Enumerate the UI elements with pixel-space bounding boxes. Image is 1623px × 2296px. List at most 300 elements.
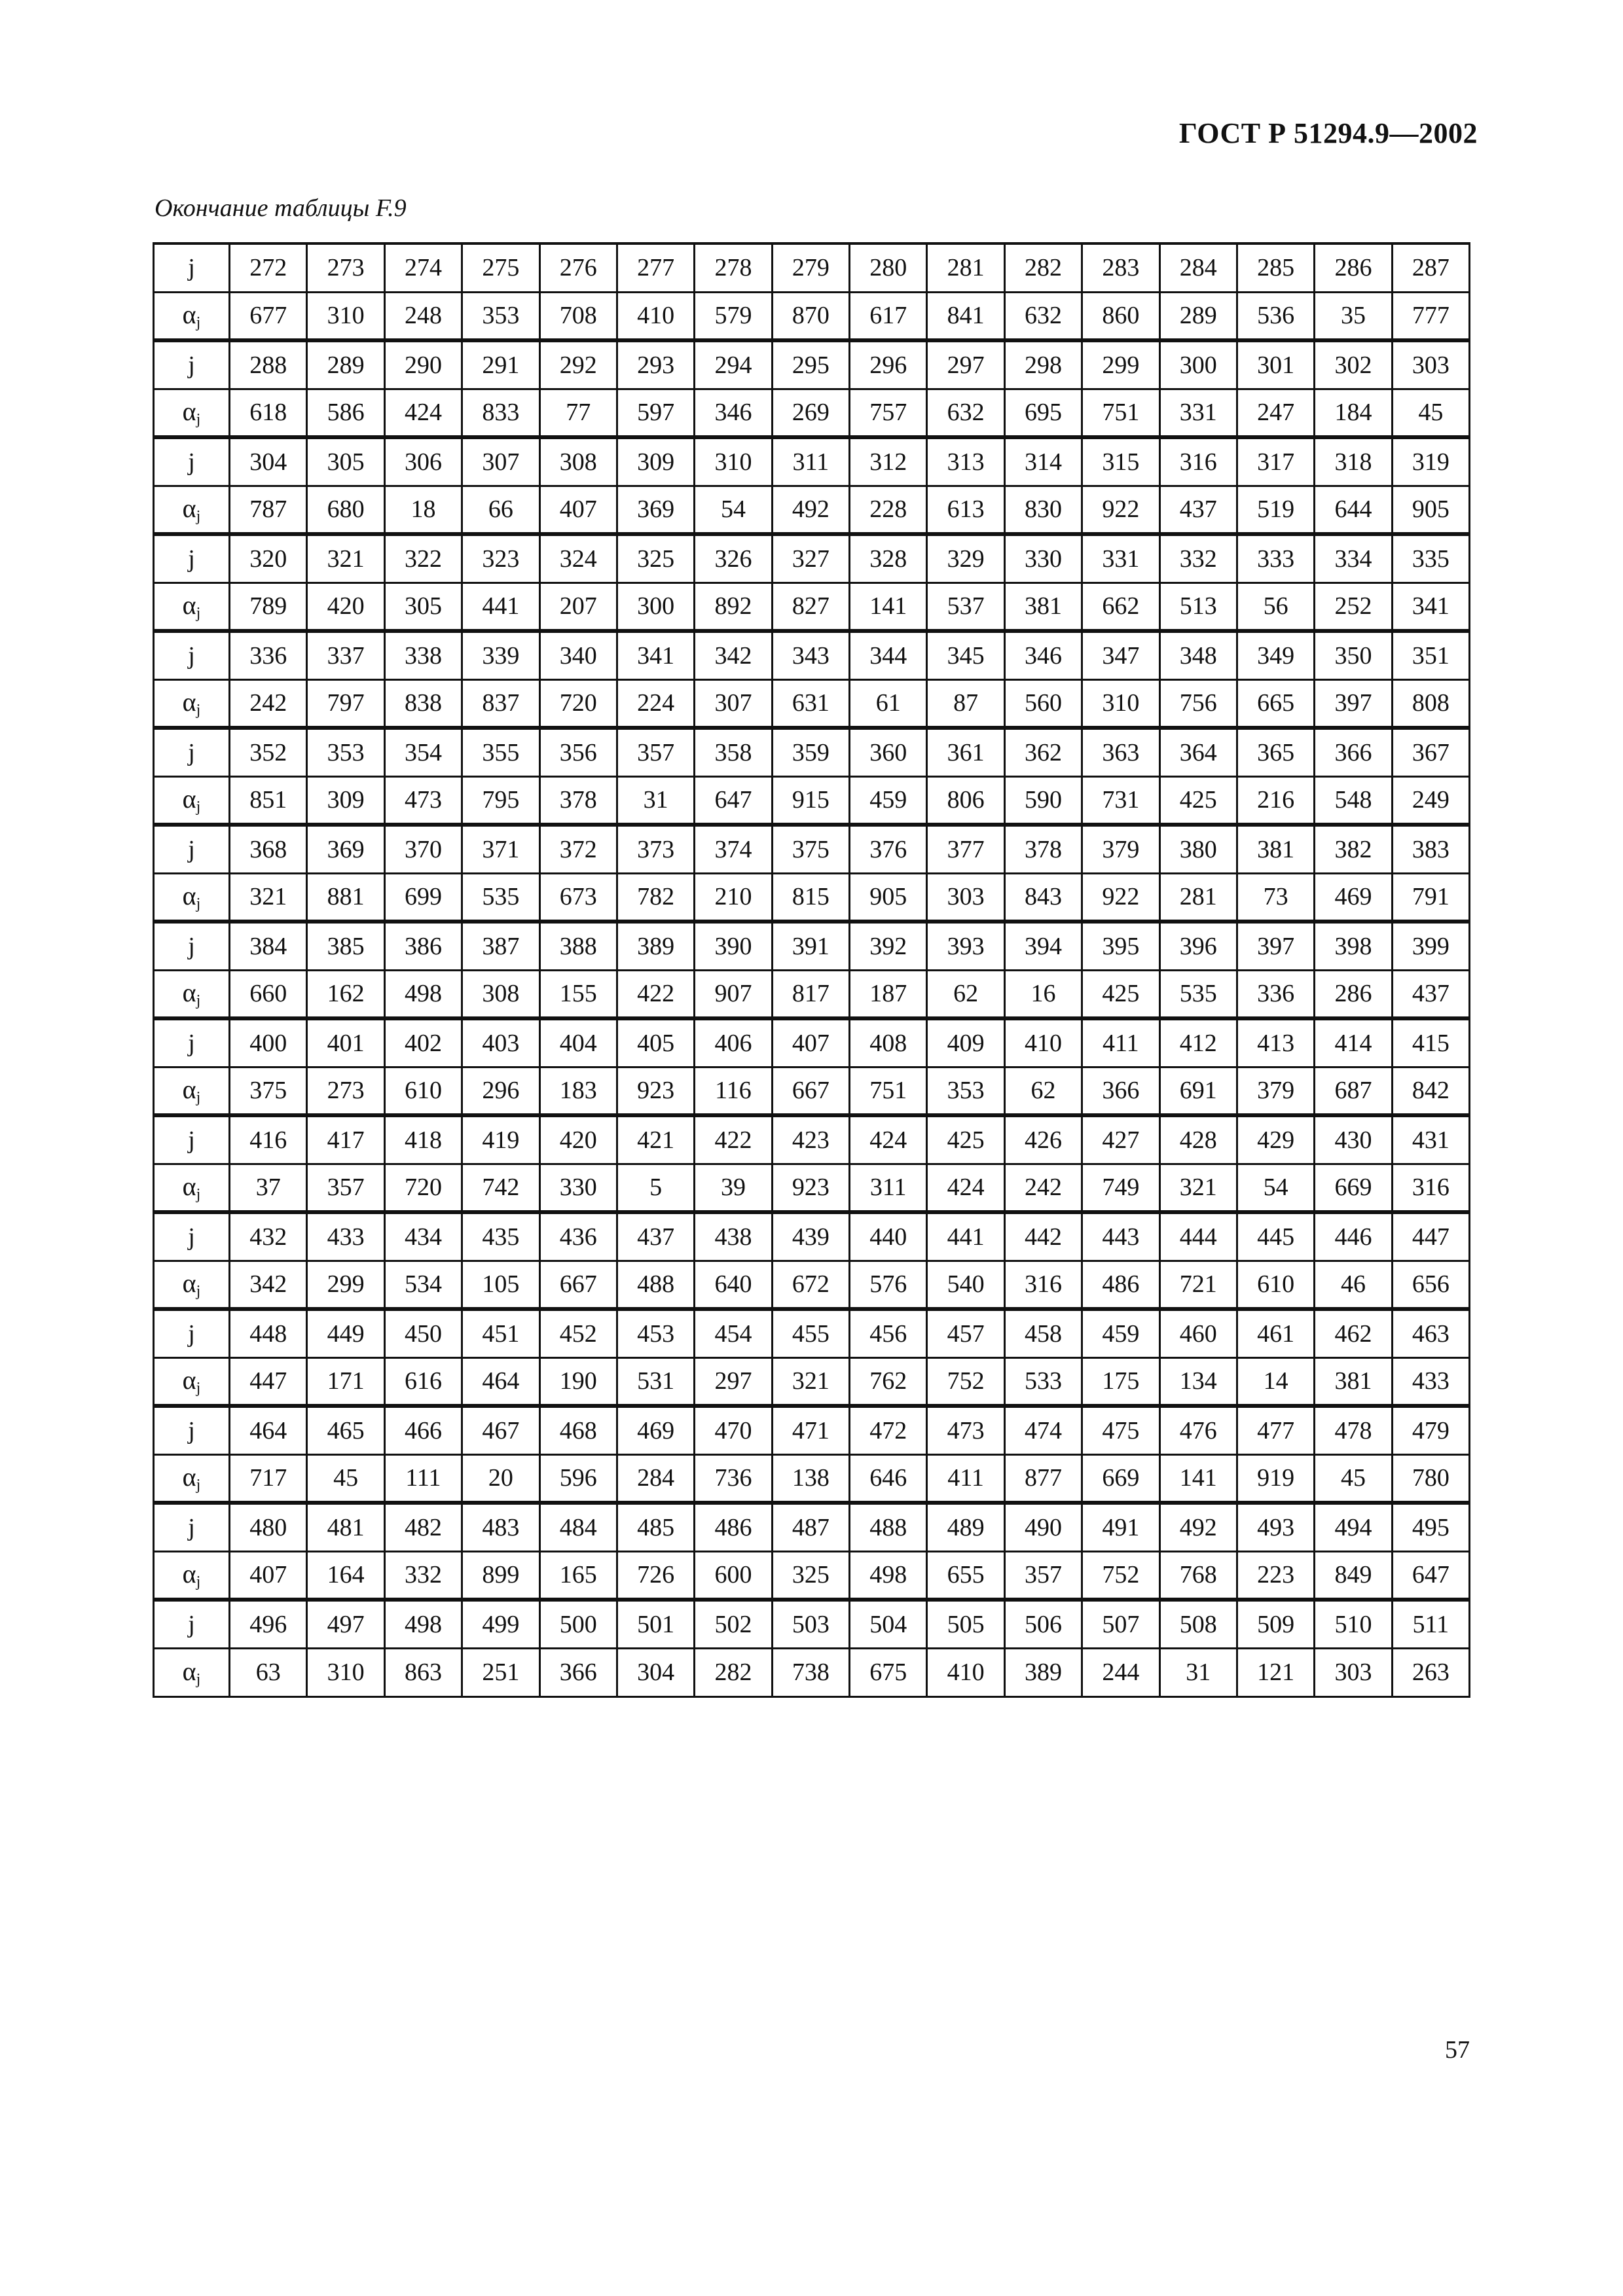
table-cell-alpha: 535 <box>462 873 539 922</box>
table-cell-j: 402 <box>384 1018 462 1067</box>
table-cell-alpha: 138 <box>772 1454 849 1503</box>
table-cell-alpha: 655 <box>927 1551 1004 1600</box>
table-cell-alpha: 407 <box>539 486 617 534</box>
table-cell-alpha: 907 <box>695 970 772 1018</box>
table-cell-j: 283 <box>1082 243 1159 292</box>
table-cell-j: 456 <box>850 1309 927 1357</box>
table-cell-j: 431 <box>1392 1115 1469 1164</box>
table-cell-j: 377 <box>927 825 1004 873</box>
table-cell-j: 503 <box>772 1600 849 1648</box>
row-label-alpha <box>154 486 230 534</box>
table-cell-alpha: 881 <box>307 873 384 922</box>
table-cell-j: 466 <box>384 1406 462 1454</box>
table-cell-j: 450 <box>384 1309 462 1357</box>
alpha-subscript: j <box>196 1380 201 1397</box>
table-cell-j: 454 <box>695 1309 772 1357</box>
row-label-alpha <box>154 970 230 1018</box>
table-cell-j: 294 <box>695 340 772 389</box>
table-cell-j: 387 <box>462 922 539 970</box>
table-cell-j: 388 <box>539 922 617 970</box>
table-cell-j: 381 <box>1237 825 1314 873</box>
table-cell-j: 363 <box>1082 728 1159 776</box>
table-cell-alpha: 726 <box>617 1551 694 1600</box>
table-cell-j: 306 <box>384 437 462 486</box>
table-cell-alpha: 310 <box>1082 679 1159 728</box>
table-cell-alpha: 632 <box>927 389 1004 437</box>
table-cell-j: 297 <box>927 340 1004 389</box>
table-cell-alpha: 632 <box>1004 292 1082 340</box>
table-cell-alpha: 492 <box>772 486 849 534</box>
table-cell-j: 455 <box>772 1309 849 1357</box>
table-cell-j: 487 <box>772 1503 849 1551</box>
table-cell-alpha: 672 <box>772 1261 849 1309</box>
table-cell-alpha: 56 <box>1237 583 1314 631</box>
table-cell-alpha: 141 <box>1159 1454 1237 1503</box>
table-cell-j: 379 <box>1082 825 1159 873</box>
table-cell-j: 471 <box>772 1406 849 1454</box>
table-cell-alpha: 922 <box>1082 873 1159 922</box>
table-cell-alpha: 307 <box>695 679 772 728</box>
alpha-symbol <box>183 1268 201 1298</box>
table-cell-alpha: 827 <box>772 583 849 631</box>
table-cell-j: 383 <box>1392 825 1469 873</box>
table-cell-j: 290 <box>384 340 462 389</box>
table-cell-j: 376 <box>850 825 927 873</box>
table-cell-j: 423 <box>772 1115 849 1164</box>
table-cell-alpha: 579 <box>695 292 772 340</box>
table-cell-j: 392 <box>850 922 927 970</box>
table-cell-alpha: 45 <box>307 1454 384 1503</box>
table-cell-j: 300 <box>1159 340 1237 389</box>
table-cell-alpha: 321 <box>772 1357 849 1406</box>
table-cell-alpha: 631 <box>772 679 849 728</box>
alpha-subscript: j <box>196 1089 201 1107</box>
table-cell-alpha: 787 <box>230 486 307 534</box>
table-cell-j: 468 <box>539 1406 617 1454</box>
alpha-symbol <box>182 1172 201 1204</box>
table-row-alpha <box>154 679 1470 728</box>
alpha-symbol <box>182 1075 201 1107</box>
alpha-subscript: j <box>196 411 201 429</box>
table-cell-j: 350 <box>1315 631 1392 679</box>
table-cell-j: 416 <box>230 1115 307 1164</box>
table-cell-j: 287 <box>1392 243 1469 292</box>
alpha-symbol <box>182 300 201 332</box>
table-row-j <box>154 534 1470 583</box>
row-label-alpha <box>154 873 230 922</box>
table-cell-alpha: 519 <box>1237 486 1314 534</box>
table-cell-alpha: 808 <box>1392 679 1469 728</box>
table-cell-alpha: 708 <box>539 292 617 340</box>
alpha-subscript: j <box>196 314 201 332</box>
table-cell-j: 321 <box>307 534 384 583</box>
table-body <box>154 243 1470 1696</box>
table-cell-alpha: 37 <box>230 1164 307 1212</box>
table-cell-j: 325 <box>617 534 694 583</box>
table-cell-alpha: 366 <box>1082 1067 1159 1115</box>
table-cell-j: 342 <box>695 631 772 679</box>
table-cell-alpha: 282 <box>695 1648 772 1696</box>
data-table <box>153 242 1470 1698</box>
table-cell-j: 273 <box>307 243 384 292</box>
row-label-alpha <box>154 776 230 825</box>
table-cell-alpha: 134 <box>1159 1357 1237 1406</box>
table-cell-alpha: 687 <box>1315 1067 1392 1115</box>
table-cell-j: 444 <box>1159 1212 1237 1261</box>
row-label-j: j <box>154 922 230 970</box>
table-cell-alpha: 469 <box>1315 873 1392 922</box>
table-row-j <box>154 437 1470 486</box>
table-cell-alpha: 14 <box>1237 1357 1314 1406</box>
alpha-symbol <box>183 1365 201 1395</box>
table-cell-alpha: 77 <box>539 389 617 437</box>
table-cell-alpha: 248 <box>384 292 462 340</box>
table-cell-j: 322 <box>384 534 462 583</box>
alpha-subscript: j <box>196 895 201 913</box>
table-cell-j: 366 <box>1315 728 1392 776</box>
table-cell-alpha: 447 <box>230 1357 307 1406</box>
table-cell-j: 371 <box>462 825 539 873</box>
table-cell-alpha: 923 <box>617 1067 694 1115</box>
table-cell-alpha: 610 <box>1237 1261 1314 1309</box>
table-cell-alpha: 762 <box>850 1357 927 1406</box>
table-cell-j: 489 <box>927 1503 1004 1551</box>
table-cell-j: 401 <box>307 1018 384 1067</box>
table-cell-j: 430 <box>1315 1115 1392 1164</box>
table-cell-alpha: 73 <box>1237 873 1314 922</box>
row-label-j: j <box>154 1018 230 1067</box>
table-cell-alpha: 870 <box>772 292 849 340</box>
table-row-alpha <box>154 389 1470 437</box>
row-label-alpha <box>154 389 230 437</box>
alpha-subscript: j <box>196 1671 201 1688</box>
table-cell-alpha: 353 <box>462 292 539 340</box>
table-cell-j: 311 <box>772 437 849 486</box>
table-cell-j: 333 <box>1237 534 1314 583</box>
alpha-symbol <box>182 1559 201 1591</box>
table-cell-alpha: 289 <box>1159 292 1237 340</box>
table-cell-j: 470 <box>695 1406 772 1454</box>
alpha-subscript: j <box>196 1283 201 1300</box>
table-cell-j: 496 <box>230 1600 307 1648</box>
alpha-symbol <box>183 590 201 620</box>
table-row-j <box>154 243 1470 292</box>
table-cell-alpha: 424 <box>384 389 462 437</box>
table-cell-alpha: 849 <box>1315 1551 1392 1600</box>
table-cell-alpha: 795 <box>462 776 539 825</box>
table-cell-j: 429 <box>1237 1115 1314 1164</box>
table-cell-alpha: 228 <box>850 486 927 534</box>
table-cell-alpha: 286 <box>1315 970 1392 1018</box>
table-row-alpha <box>154 292 1470 340</box>
table-cell-j: 417 <box>307 1115 384 1164</box>
table-cell-j: 299 <box>1082 340 1159 389</box>
table-cell-j: 316 <box>1159 437 1237 486</box>
table-cell-j: 404 <box>539 1018 617 1067</box>
row-label-j: j <box>154 1406 230 1454</box>
row-label-j: j <box>154 728 230 776</box>
table-cell-j: 310 <box>695 437 772 486</box>
table-cell-j: 476 <box>1159 1406 1237 1454</box>
table-row-alpha <box>154 1067 1470 1115</box>
table-cell-j: 286 <box>1315 243 1392 292</box>
table-cell-j: 279 <box>772 243 849 292</box>
table-cell-j: 433 <box>307 1212 384 1261</box>
table-cell-alpha: 111 <box>384 1454 462 1503</box>
table-row-j <box>154 631 1470 679</box>
table-cell-alpha: 537 <box>927 583 1004 631</box>
alpha-subscript: j <box>196 1573 201 1591</box>
table-cell-j: 511 <box>1392 1600 1469 1648</box>
table-cell-j: 291 <box>462 340 539 389</box>
table-row-j <box>154 340 1470 389</box>
table-cell-alpha: 35 <box>1315 292 1392 340</box>
table-cell-j: 358 <box>695 728 772 776</box>
row-label-alpha <box>154 1648 230 1696</box>
table-cell-alpha: 560 <box>1004 679 1082 728</box>
table-cell-j: 461 <box>1237 1309 1314 1357</box>
table-cell-j: 485 <box>617 1503 694 1551</box>
table-cell-alpha: 54 <box>695 486 772 534</box>
table-cell-j: 309 <box>617 437 694 486</box>
table-cell-alpha: 321 <box>1159 1164 1237 1212</box>
table-cell-alpha: 586 <box>307 389 384 437</box>
table-cell-alpha: 305 <box>384 583 462 631</box>
table-cell-alpha: 164 <box>307 1551 384 1600</box>
table-cell-j: 462 <box>1315 1309 1392 1357</box>
alpha-subscript: j <box>196 1477 201 1494</box>
table-cell-j: 414 <box>1315 1018 1392 1067</box>
alpha-letter: α <box>182 1559 196 1589</box>
table-cell-j: 382 <box>1315 825 1392 873</box>
table-row-alpha <box>154 970 1470 1018</box>
table-cell-alpha: 263 <box>1392 1648 1469 1696</box>
table-cell-alpha: 677 <box>230 292 307 340</box>
row-label-j: j <box>154 340 230 389</box>
row-label-j: j <box>154 1212 230 1261</box>
table-cell-j: 280 <box>850 243 927 292</box>
table-cell-alpha: 325 <box>772 1551 849 1600</box>
table-cell-alpha: 378 <box>539 776 617 825</box>
table-cell-alpha: 782 <box>617 873 694 922</box>
table-row-j <box>154 1212 1470 1261</box>
table-row-j <box>154 1115 1470 1164</box>
table-cell-alpha: 54 <box>1237 1164 1314 1212</box>
table-cell-alpha: 251 <box>462 1648 539 1696</box>
table-cell-alpha: 309 <box>307 776 384 825</box>
table-cell-alpha: 281 <box>1159 873 1237 922</box>
table-cell-j: 428 <box>1159 1115 1237 1164</box>
table-cell-alpha: 843 <box>1004 873 1082 922</box>
table-cell-alpha: 513 <box>1159 583 1237 631</box>
table-cell-j: 282 <box>1004 243 1082 292</box>
table-cell-alpha: 31 <box>617 776 694 825</box>
table-cell-alpha: 806 <box>927 776 1004 825</box>
table-cell-alpha: 425 <box>1159 776 1237 825</box>
row-label-alpha <box>154 1357 230 1406</box>
table-cell-alpha: 675 <box>850 1648 927 1696</box>
table-cell-j: 420 <box>539 1115 617 1164</box>
table-cell-alpha: 425 <box>1082 970 1159 1018</box>
row-label-alpha <box>154 583 230 631</box>
table-cell-j: 406 <box>695 1018 772 1067</box>
table-cell-alpha: 789 <box>230 583 307 631</box>
table-cell-j: 307 <box>462 437 539 486</box>
table-cell-alpha: 389 <box>1004 1648 1082 1696</box>
table-cell-alpha: 617 <box>850 292 927 340</box>
table-cell-alpha: 311 <box>850 1164 927 1212</box>
table-caption: Окончание таблицы F.9 <box>155 194 407 222</box>
table-cell-j: 415 <box>1392 1018 1469 1067</box>
table-cell-alpha: 190 <box>539 1357 617 1406</box>
table-cell-alpha: 486 <box>1082 1261 1159 1309</box>
table-cell-j: 349 <box>1237 631 1314 679</box>
table-cell-alpha: 252 <box>1315 583 1392 631</box>
table-cell-alpha: 841 <box>927 292 1004 340</box>
table-cell-j: 328 <box>850 534 927 583</box>
table-cell-j: 451 <box>462 1309 539 1357</box>
table-cell-alpha: 533 <box>1004 1357 1082 1406</box>
table-cell-alpha: 742 <box>462 1164 539 1212</box>
table-cell-alpha: 422 <box>617 970 694 1018</box>
table-cell-alpha: 410 <box>617 292 694 340</box>
table-row-j <box>154 728 1470 776</box>
table-cell-alpha: 576 <box>850 1261 927 1309</box>
table-row-alpha <box>154 1261 1470 1309</box>
table-cell-alpha: 851 <box>230 776 307 825</box>
table-cell-alpha: 777 <box>1392 292 1469 340</box>
table-cell-alpha: 756 <box>1159 679 1237 728</box>
table-cell-j: 490 <box>1004 1503 1082 1551</box>
table-cell-j: 324 <box>539 534 617 583</box>
table-row-alpha <box>154 776 1470 825</box>
table-row-j <box>154 1503 1470 1551</box>
table-row-alpha <box>154 1357 1470 1406</box>
table-cell-alpha: 369 <box>617 486 694 534</box>
table-cell-alpha: 691 <box>1159 1067 1237 1115</box>
table-cell-j: 447 <box>1392 1212 1469 1261</box>
table-cell-j: 460 <box>1159 1309 1237 1357</box>
table-cell-j: 288 <box>230 340 307 389</box>
table-cell-j: 305 <box>307 437 384 486</box>
table-cell-j: 369 <box>307 825 384 873</box>
table-cell-j: 364 <box>1159 728 1237 776</box>
table-cell-j: 361 <box>927 728 1004 776</box>
table-cell-j: 407 <box>772 1018 849 1067</box>
document-standard-code: ГОСТ Р 51294.9—2002 <box>1178 117 1478 149</box>
table-cell-alpha: 534 <box>384 1261 462 1309</box>
table-cell-j: 435 <box>462 1212 539 1261</box>
table-cell-j: 483 <box>462 1503 539 1551</box>
table-cell-alpha: 62 <box>927 970 1004 1018</box>
row-label-j: j <box>154 534 230 583</box>
table-cell-alpha: 647 <box>1392 1551 1469 1600</box>
table-cell-alpha: 116 <box>695 1067 772 1115</box>
table-cell-alpha: 892 <box>695 583 772 631</box>
table-cell-alpha: 437 <box>1159 486 1237 534</box>
alpha-symbol <box>182 397 201 429</box>
table-cell-alpha: 498 <box>850 1551 927 1600</box>
table-cell-j: 458 <box>1004 1309 1082 1357</box>
table-cell-alpha: 316 <box>1392 1164 1469 1212</box>
table-cell-j: 332 <box>1159 534 1237 583</box>
table-cell-alpha: 379 <box>1237 1067 1314 1115</box>
table-cell-j: 313 <box>927 437 1004 486</box>
table-cell-j: 508 <box>1159 1600 1237 1648</box>
table-cell-alpha: 162 <box>307 970 384 1018</box>
table-cell-j: 493 <box>1237 1503 1314 1551</box>
alpha-letter: α <box>182 1657 196 1686</box>
row-label-j: j <box>154 1503 230 1551</box>
table-cell-alpha: 357 <box>1004 1551 1082 1600</box>
table-cell-j: 432 <box>230 1212 307 1261</box>
table-cell-j: 339 <box>462 631 539 679</box>
alpha-letter: α <box>182 687 196 717</box>
table-cell-j: 442 <box>1004 1212 1082 1261</box>
table-cell-alpha: 548 <box>1315 776 1392 825</box>
table-cell-j: 398 <box>1315 922 1392 970</box>
table-cell-alpha: 410 <box>927 1648 1004 1696</box>
table-cell-alpha: 695 <box>1004 389 1082 437</box>
table-cell-j: 347 <box>1082 631 1159 679</box>
table-cell-j: 403 <box>462 1018 539 1067</box>
alpha-letter: α <box>182 1268 196 1299</box>
table-cell-j: 276 <box>539 243 617 292</box>
table-cell-j: 353 <box>307 728 384 776</box>
table-cell-alpha: 923 <box>772 1164 849 1212</box>
table-cell-j: 378 <box>1004 825 1082 873</box>
table-cell-j: 298 <box>1004 340 1082 389</box>
table-cell-alpha: 662 <box>1082 583 1159 631</box>
table-cell-j: 482 <box>384 1503 462 1551</box>
table-cell-alpha: 780 <box>1392 1454 1469 1503</box>
table-cell-j: 509 <box>1237 1600 1314 1648</box>
row-label-j: j <box>154 243 230 292</box>
table-cell-j: 389 <box>617 922 694 970</box>
table-cell-alpha: 752 <box>927 1357 1004 1406</box>
table-cell-j: 449 <box>307 1309 384 1357</box>
table-cell-j: 399 <box>1392 922 1469 970</box>
table-cell-alpha: 62 <box>1004 1067 1082 1115</box>
table-cell-alpha: 39 <box>695 1164 772 1212</box>
alpha-subscript: j <box>196 798 201 816</box>
table-cell-j: 469 <box>617 1406 694 1454</box>
table-cell-alpha: 381 <box>1004 583 1082 631</box>
table-cell-alpha: 863 <box>384 1648 462 1696</box>
table-row-alpha <box>154 486 1470 534</box>
table-cell-alpha: 207 <box>539 583 617 631</box>
table-cell-j: 330 <box>1004 534 1082 583</box>
table-cell-j: 391 <box>772 922 849 970</box>
table-cell-alpha: 299 <box>307 1261 384 1309</box>
table-cell-j: 337 <box>307 631 384 679</box>
table-cell-alpha: 353 <box>927 1067 1004 1115</box>
table-cell-j: 312 <box>850 437 927 486</box>
table-cell-j: 295 <box>772 340 849 389</box>
table-cell-alpha: 660 <box>230 970 307 1018</box>
table-cell-j: 314 <box>1004 437 1082 486</box>
table-cell-j: 422 <box>695 1115 772 1164</box>
table-cell-j: 427 <box>1082 1115 1159 1164</box>
table-cell-j: 499 <box>462 1600 539 1648</box>
table-cell-j: 502 <box>695 1600 772 1648</box>
table-cell-j: 380 <box>1159 825 1237 873</box>
table-row-j <box>154 1309 1470 1357</box>
table-row-alpha <box>154 1551 1470 1600</box>
table-cell-alpha: 165 <box>539 1551 617 1600</box>
table-cell-alpha: 860 <box>1082 292 1159 340</box>
table-cell-alpha: 833 <box>462 389 539 437</box>
